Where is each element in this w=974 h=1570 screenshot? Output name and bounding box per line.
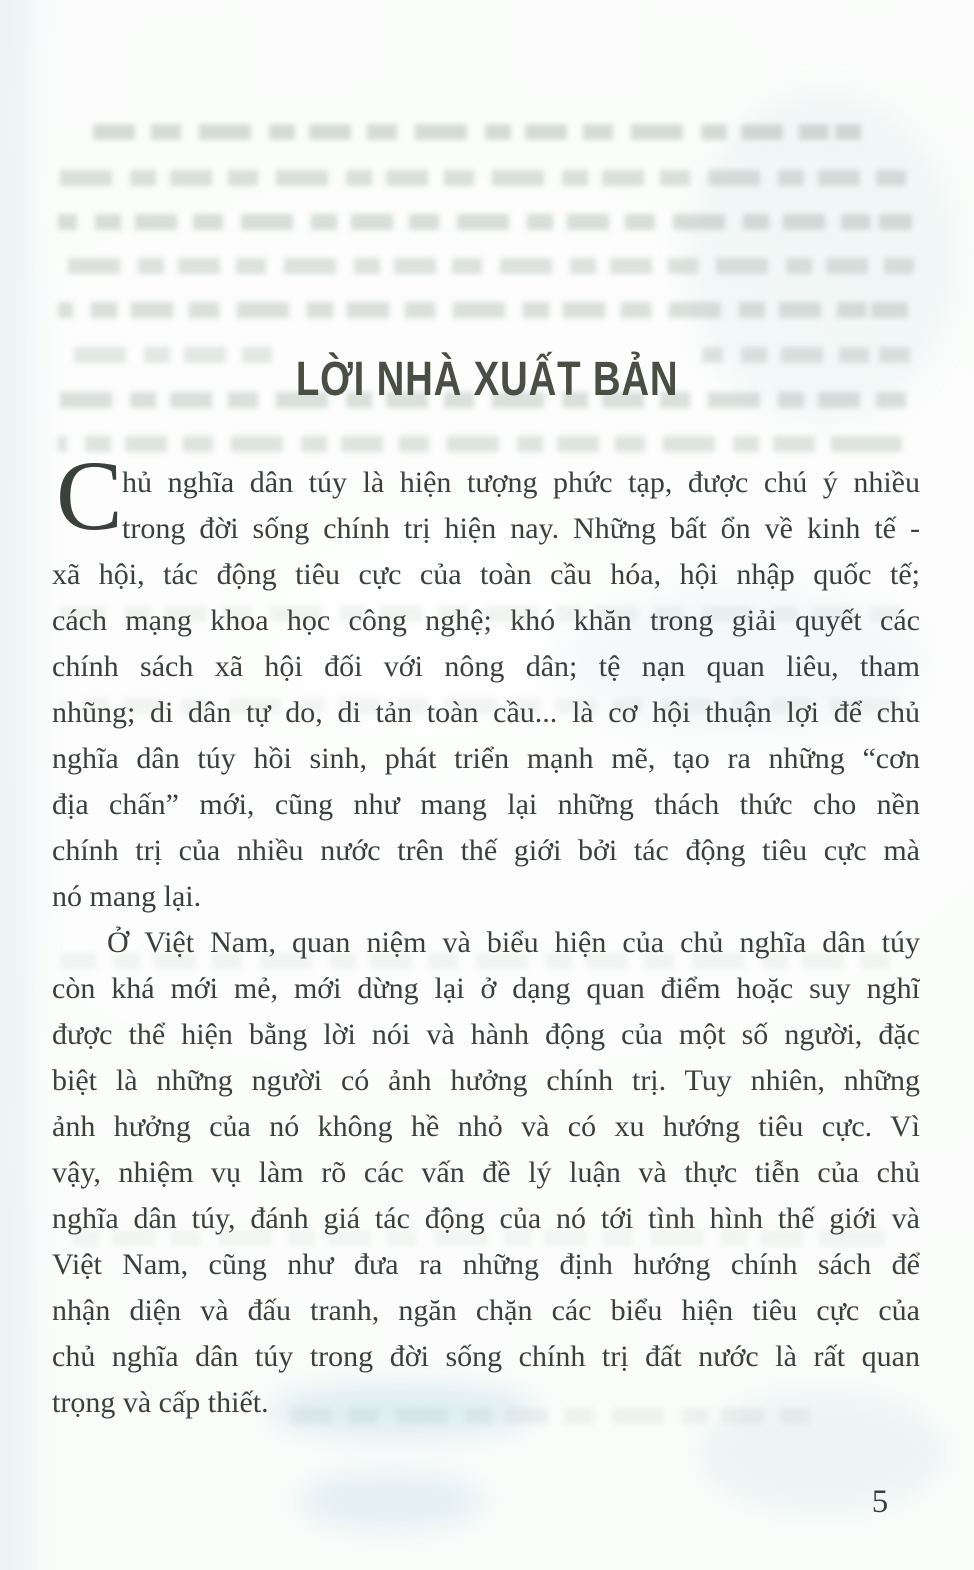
text-line: Việt Nam, cũng như đưa ra những định hướng chính sách để: [52, 1248, 920, 1281]
bleed-through-line: [58, 436, 902, 452]
text-line: nghĩa dân túy, đánh giá tác động của nó tới tình hình thế giới và: [52, 1202, 920, 1235]
paragraph-2: [52, 920, 920, 1426]
text-line: địa chấn” mới, cũng như mang lại những thách thức cho nền: [52, 788, 920, 821]
text-line: nhũng; di dân tự do, di tản toàn cầu... là cơ hội thuận lợi để chủ: [52, 696, 920, 729]
text-line: ảnh hưởng của nó không hề nhỏ và có xu hướng tiêu cực. Vì: [52, 1110, 920, 1143]
text-line: nhận diện và đấu tranh, ngăn chặn các biểu hiện tiêu cực của: [52, 1294, 920, 1327]
text-line: xã hội, tác động tiêu cực của toàn cầu hóa, hội nhập quốc tế;: [52, 558, 920, 591]
text-line: Ở Việt Nam, quan niệm và biểu hiện của chủ nghĩa dân túy: [107, 926, 920, 959]
page-title: [0, 352, 974, 408]
text-line: biệt là những người có ảnh hưởng chính trị. Tuy nhiên, những: [52, 1064, 920, 1097]
body-text: [52, 440, 920, 1426]
text-line: chủ nghĩa dân túy trong đời sống chính trị đất nước là rất quan: [52, 1340, 920, 1373]
text-line: chính sách xã hội đối với nông dân; tệ nạn quan liêu, tham: [52, 650, 920, 683]
bleed-through-line: [58, 214, 912, 230]
bleed-through-line: [60, 170, 906, 186]
text-line: chính trị của nhiều nước trên thế giới bởi tác động tiêu cực mà: [52, 834, 920, 867]
text-line: nó mang lại.: [52, 880, 202, 913]
page-title-text: LỜI NHÀ XUẤT BẢN: [295, 353, 679, 407]
bleed-through-line: [58, 302, 908, 318]
text-line: trọng và cấp thiết.: [52, 1386, 269, 1419]
text-line: vậy, nhiệm vụ làm rõ các vấn đề lý luận và thực tiễn của chủ: [52, 1156, 920, 1189]
bleed-through-line: [88, 124, 870, 140]
text-line: cách mạng khoa học công nghệ; khó khăn trong giải quyết các: [52, 604, 920, 637]
page-number: 5: [871, 1484, 889, 1520]
paragraph-1: [52, 460, 920, 920]
text-line: hủ nghĩa dân túy là hiện tượng phức tạp, được chú ý nhiều: [122, 466, 920, 499]
text-line: nghĩa dân túy hồi sinh, phát triển mạnh mẽ, tạo ra những “cơn: [52, 742, 920, 775]
scan-stain: [0, 0, 32, 1570]
text-line: còn khá mới mẻ, mới dừng lại ở dạng quan điểm hoặc suy nghĩ: [52, 972, 920, 1005]
scan-stain: [298, 1473, 484, 1529]
bleed-through-line: [58, 258, 914, 274]
text-line: được thể hiện bằng lời nói và hành động của một số người, đặc: [52, 1018, 920, 1051]
drop-cap: C: [56, 440, 123, 551]
text-line: trong đời sống chính trị hiện nay. Những bất ổn về kinh tế -: [122, 512, 920, 545]
